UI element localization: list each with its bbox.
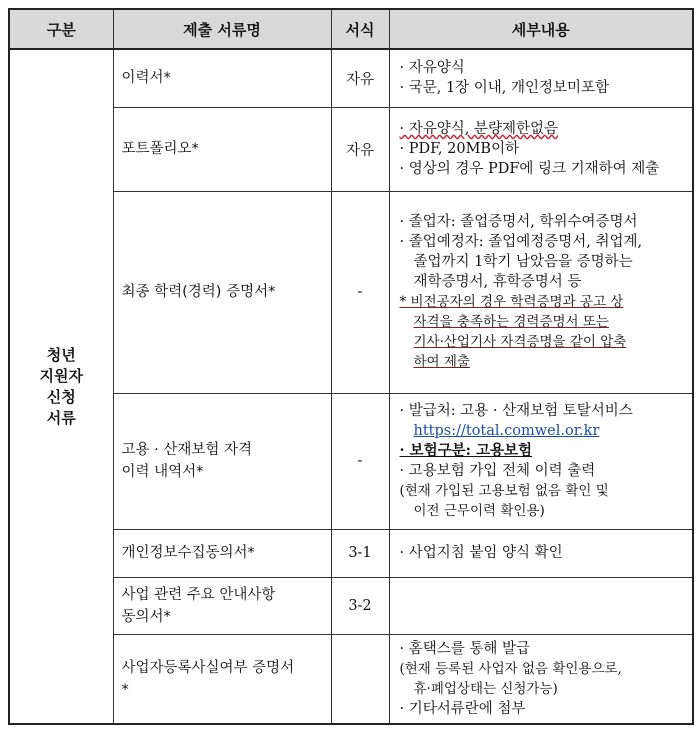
header-row [9,9,693,49]
document-name-cell [113,393,331,529]
document-name: * [121,681,129,698]
format-cell: - [331,191,389,393]
detail-line: · 자유양식, 분량제한없음 [399,121,559,137]
document-name: 이력서* [121,70,171,87]
detail-cell [389,107,693,191]
detail-line: 재학증명서, 휴학증명서 등 [413,274,582,290]
note-line: 기사·산업기사 자격증명을 같이 압축 [413,334,627,350]
category-line: 지원자 [39,366,83,385]
table-row [9,49,693,107]
detail-line: · PDF, 20MB이하 [399,141,520,157]
document-name: 최종 학력(경력) 증명서* [121,284,276,300]
detail-line: 졸업까지 1학기 남았음을 증명하는 [413,254,633,270]
category-line: 신청 [46,387,76,406]
detail-cell [389,577,693,634]
detail-line: · 홈택스를 통해 발급 [399,640,530,657]
document-name-cell [113,529,331,577]
detail-line: · 발급처: 고용 · 산재보험 토탈서비스 [399,403,633,419]
detail-line: · 자유양식 [399,60,465,77]
document-name: 사업 관련 주요 안내사항 [121,586,276,603]
detail-cell [389,49,693,107]
document-name: 개인정보수집동의서* [121,545,255,561]
detail-line: · 졸업예정자: 졸업예정증명서, 취업계, [399,234,643,250]
document-name-cell [113,577,331,634]
format-cell: 3-2 [331,577,389,634]
header-category: 구분 [9,9,113,49]
detail-cell [389,529,693,577]
detail-cell [389,191,693,393]
detail-line: · 영상의 경우 PDF에 링크 기재하여 제출 [399,161,660,177]
detail-line: · 보험구분: 고용보험 [399,442,533,459]
detail-line: · 사업지침 붙임 양식 확인 [399,545,563,561]
document-name: 이력 내역서* [121,464,204,480]
comwel-link[interactable]: https://total.comwel.or.kr [413,423,600,439]
document-name: 사업자등록사실여부 증명서 [121,659,295,676]
format-cell: - [331,393,389,529]
category-line: 서류 [46,408,76,427]
required-documents-table [8,8,694,725]
category-line: 청년 [46,345,76,364]
detail-line: · 고용보험 가입 전체 이력 출력 [399,463,596,479]
header-document-name: 제출 서류명 [113,9,331,49]
format-cell [331,634,389,724]
detail-cell [389,634,693,724]
detail-line: · 국문, 1장 이내, 개인정보미포함 [399,80,610,97]
document-name-cell [113,107,331,191]
format-cell: 자유 [331,49,389,107]
detail-line: · 기타서류란에 첨부 [399,700,526,717]
category-cell [9,49,113,724]
detail-cell [389,393,693,529]
document-name-cell [113,634,331,724]
detail-line: · 졸업자: 졸업증명서, 학위수여증명서 [399,214,638,230]
document-name: 동의서* [121,608,171,625]
document-name-cell [113,191,331,393]
header-details: 세부내용 [389,9,693,49]
detail-line: (현재 가입된 고용보험 없음 확인 및 [399,483,609,499]
detail-line: 휴·폐업상태는 신청가능) [413,680,558,697]
header-format: 서식 [331,9,389,49]
detail-line: (현재 등록된 사업자 없음 확인용으로, [399,660,622,677]
document-name: 포트폴리오* [121,141,199,157]
note-line: 자격을 충족하는 경력증명서 또는 [413,314,609,330]
note-line: * 비전공자의 경우 학력증명과 공고 상 [399,294,624,310]
format-cell: 자유 [331,107,389,191]
note-line: 하여 제출 [413,354,470,370]
document-name-cell [113,49,331,107]
document-name: 고용 · 산재보험 자격 [121,442,252,458]
format-cell: 3-1 [331,529,389,577]
detail-line: 이전 근무이력 확인용) [413,503,545,519]
